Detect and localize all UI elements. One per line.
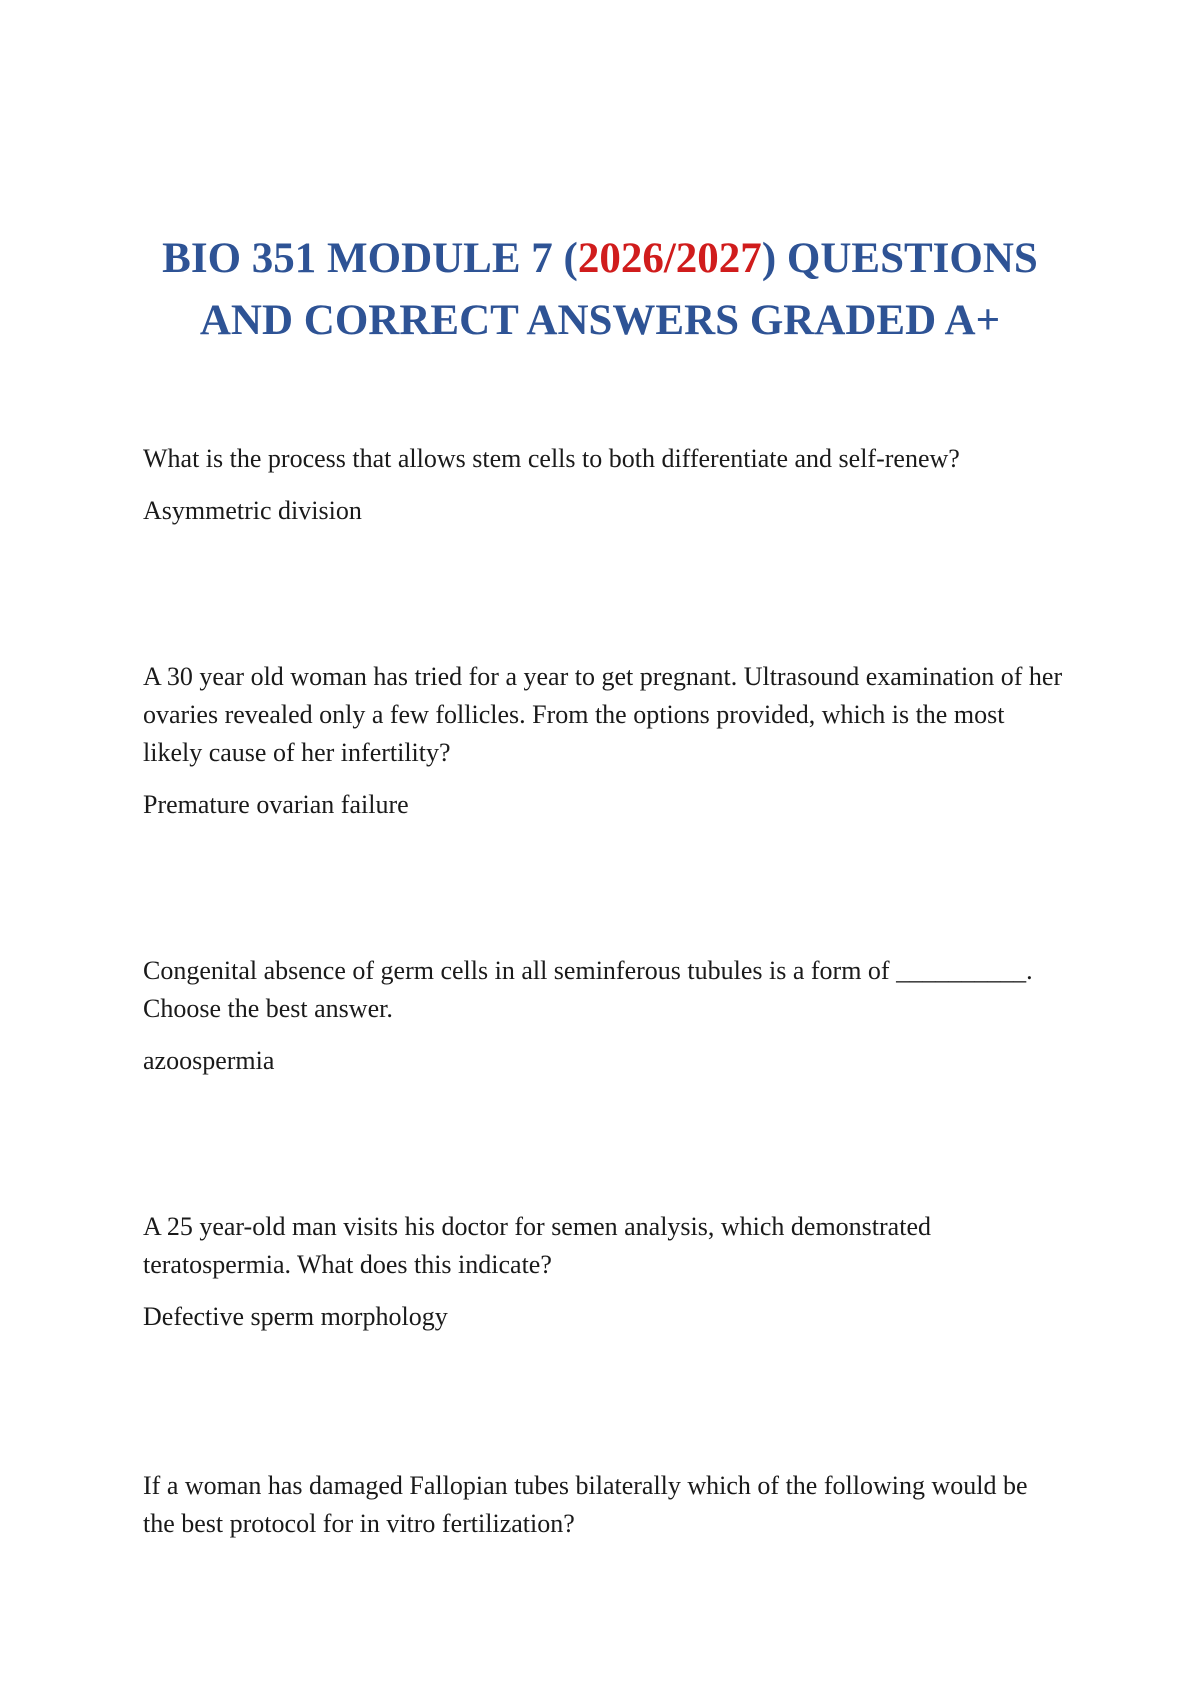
answer-text: Premature ovarian failure (143, 790, 409, 819)
qa-item-4 (143, 1208, 1063, 1336)
qa-item-5 (143, 1467, 1063, 1543)
answer-text: azoospermia (143, 1046, 275, 1075)
title-suffix: ) QUESTIONS (761, 235, 1038, 282)
question-text: A 30 year old woman has tried for a year to get pregnant. Ultrasound examination of her ovaries revealed only a few follicles. From the options provided, which is the most likely cause of her infertility? (143, 662, 1063, 767)
question-text: What is the process that allows stem cells to both differentiate and self-renew? (143, 444, 960, 473)
title-line2: AND CORRECT ANSWERS GRADED A+ (199, 297, 1001, 344)
qa-item-3 (143, 952, 1063, 1080)
title-prefix: BIO 351 MODULE 7 ( (162, 235, 578, 282)
question-text: If a woman has damaged Fallopian tubes bilaterally which of the following would be the best protocol for in vitro fertilization? (143, 1471, 1028, 1538)
title-year: 2026/2027 (577, 235, 762, 282)
qa-item-2 (143, 658, 1063, 824)
answer-text: Defective sperm morphology (143, 1302, 448, 1331)
document-title (120, 228, 1080, 352)
answer-text: Asymmetric division (143, 496, 362, 525)
qa-item-1 (143, 440, 1063, 530)
question-text: Congenital absence of germ cells in all seminferous tubules is a form of __________. Choose the best answer. (143, 956, 1033, 1023)
question-text: A 25 year-old man visits his doctor for semen analysis, which demonstrated teratospermia. What does this indicate? (143, 1212, 931, 1279)
